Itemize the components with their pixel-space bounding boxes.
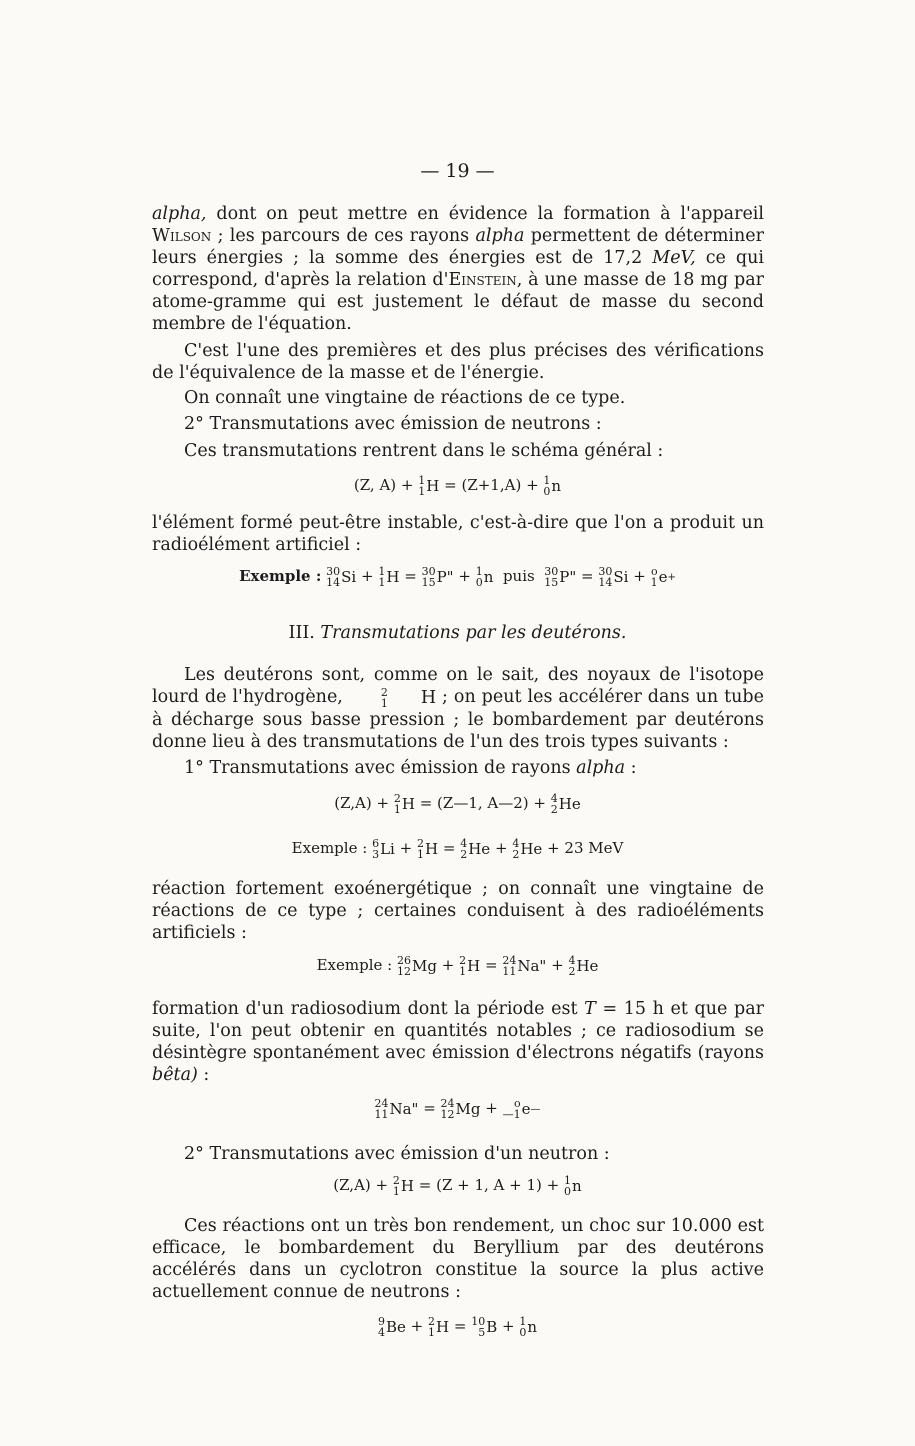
equation-3: (Z,A) + 2 1 H = (Z—1, A—2) + 4 2 He xyxy=(334,792,581,816)
nuclide-h: 1 1 H xyxy=(418,474,440,498)
equation-5: Exemple : 26 12 Mg + 2 1 H = 24 11 Na" + 4 2 He xyxy=(316,954,599,978)
nuclide-n: 1 0 n xyxy=(543,474,562,498)
paragraph-3: On connaît une vingtaine de réactions de ce type. xyxy=(184,388,626,408)
equation-4: Exemple : 6 3 Li + 2 1 H = 4 2 He + 4 2 He + 23 MeV xyxy=(291,837,624,861)
paragraph-1: alpha, dont on peut mettre en évidence la formation à l'appareil Wilson ; les parcours de ces rayons alpha permettent de déterminer leurs énergies ; la somme des énergies est de 17,2 MeV, ce qui correspond, d'après la relation d'Einstein, à une masse de 18 mg par atome-gramme qui est justement le défaut de masse du second membre de l'équation. xyxy=(152,204,765,334)
paragraph-10: formation d'un radiosodium dont la période est T = 15 h et que par suite, l'on peut obtenir en quantités notables ; ce radiosodium se désintègre spontanément avec émission d'électrons négatifs (rayons bêta) : xyxy=(152,999,764,1085)
section-heading: III. Transmutations par les deutérons. xyxy=(288,623,627,643)
equation-1: (Z, A) + 1 1 H = (Z+1,A) + 1 0 n xyxy=(353,474,562,498)
paragraph-6: l'élément formé peut-être instable, c'est-à-dire que l'on a produit un radioélément artificiel : xyxy=(152,513,764,555)
equation-2: Exemple : 30 14 Si + 1 1 H = 30 15 P" + 1 0 n puis 30 15 P" = 30 14 Si + o 1 e + xyxy=(239,565,676,589)
equation-7: (Z,A) + 2 1 H = (Z + 1, A + 1) + 1 0 n xyxy=(333,1174,582,1198)
equation-8: 9 4 Be + 2 1 H = 10 5 B + 1 0 n xyxy=(377,1315,538,1339)
paragraph-7: Les deutérons sont, comme on le sait, des noyaux de l'isotope lourd de l'hydrogène, 2 1 H ; on peut les accélérer dans un tube à décharge sous basse pression ; le bombardement par deutérons donne lieu à des transmutations de l'un des trois types suivants : xyxy=(152,665,764,752)
paragraph-2: C'est l'une des premières et des plus précises des vérifications de l'équivalence de la masse et de l'énergie. xyxy=(152,341,764,383)
paragraph-12: Ces réactions ont un très bon rendement, un choc sur 10.000 est efficace, le bombardement du Beryllium par des deutérons accélérés dans un cyclotron constitue la source la plus active actuellement connue de neutrons : xyxy=(152,1216,764,1302)
paragraph-5: Ces transmutations rentrent dans le schéma général : xyxy=(184,441,664,461)
paragraph-9: réaction fortement exoénergétique ; on connaît une vingtaine de réactions de ce type ; certaines conduisent à des radioéléments artificiels : xyxy=(152,879,764,943)
paragraph-8: 1° Transmutations avec émission de rayons alpha : xyxy=(184,758,637,778)
page-number: — 19 — xyxy=(420,160,495,182)
paragraph-11: 2° Transmutations avec émission d'un neutron : xyxy=(184,1144,610,1164)
paragraph-4: 2° Transmutations avec émission de neutrons : xyxy=(184,414,602,434)
equation-6: 24 11 Na" = 24 12 Mg + o —1 e — xyxy=(374,1097,541,1121)
